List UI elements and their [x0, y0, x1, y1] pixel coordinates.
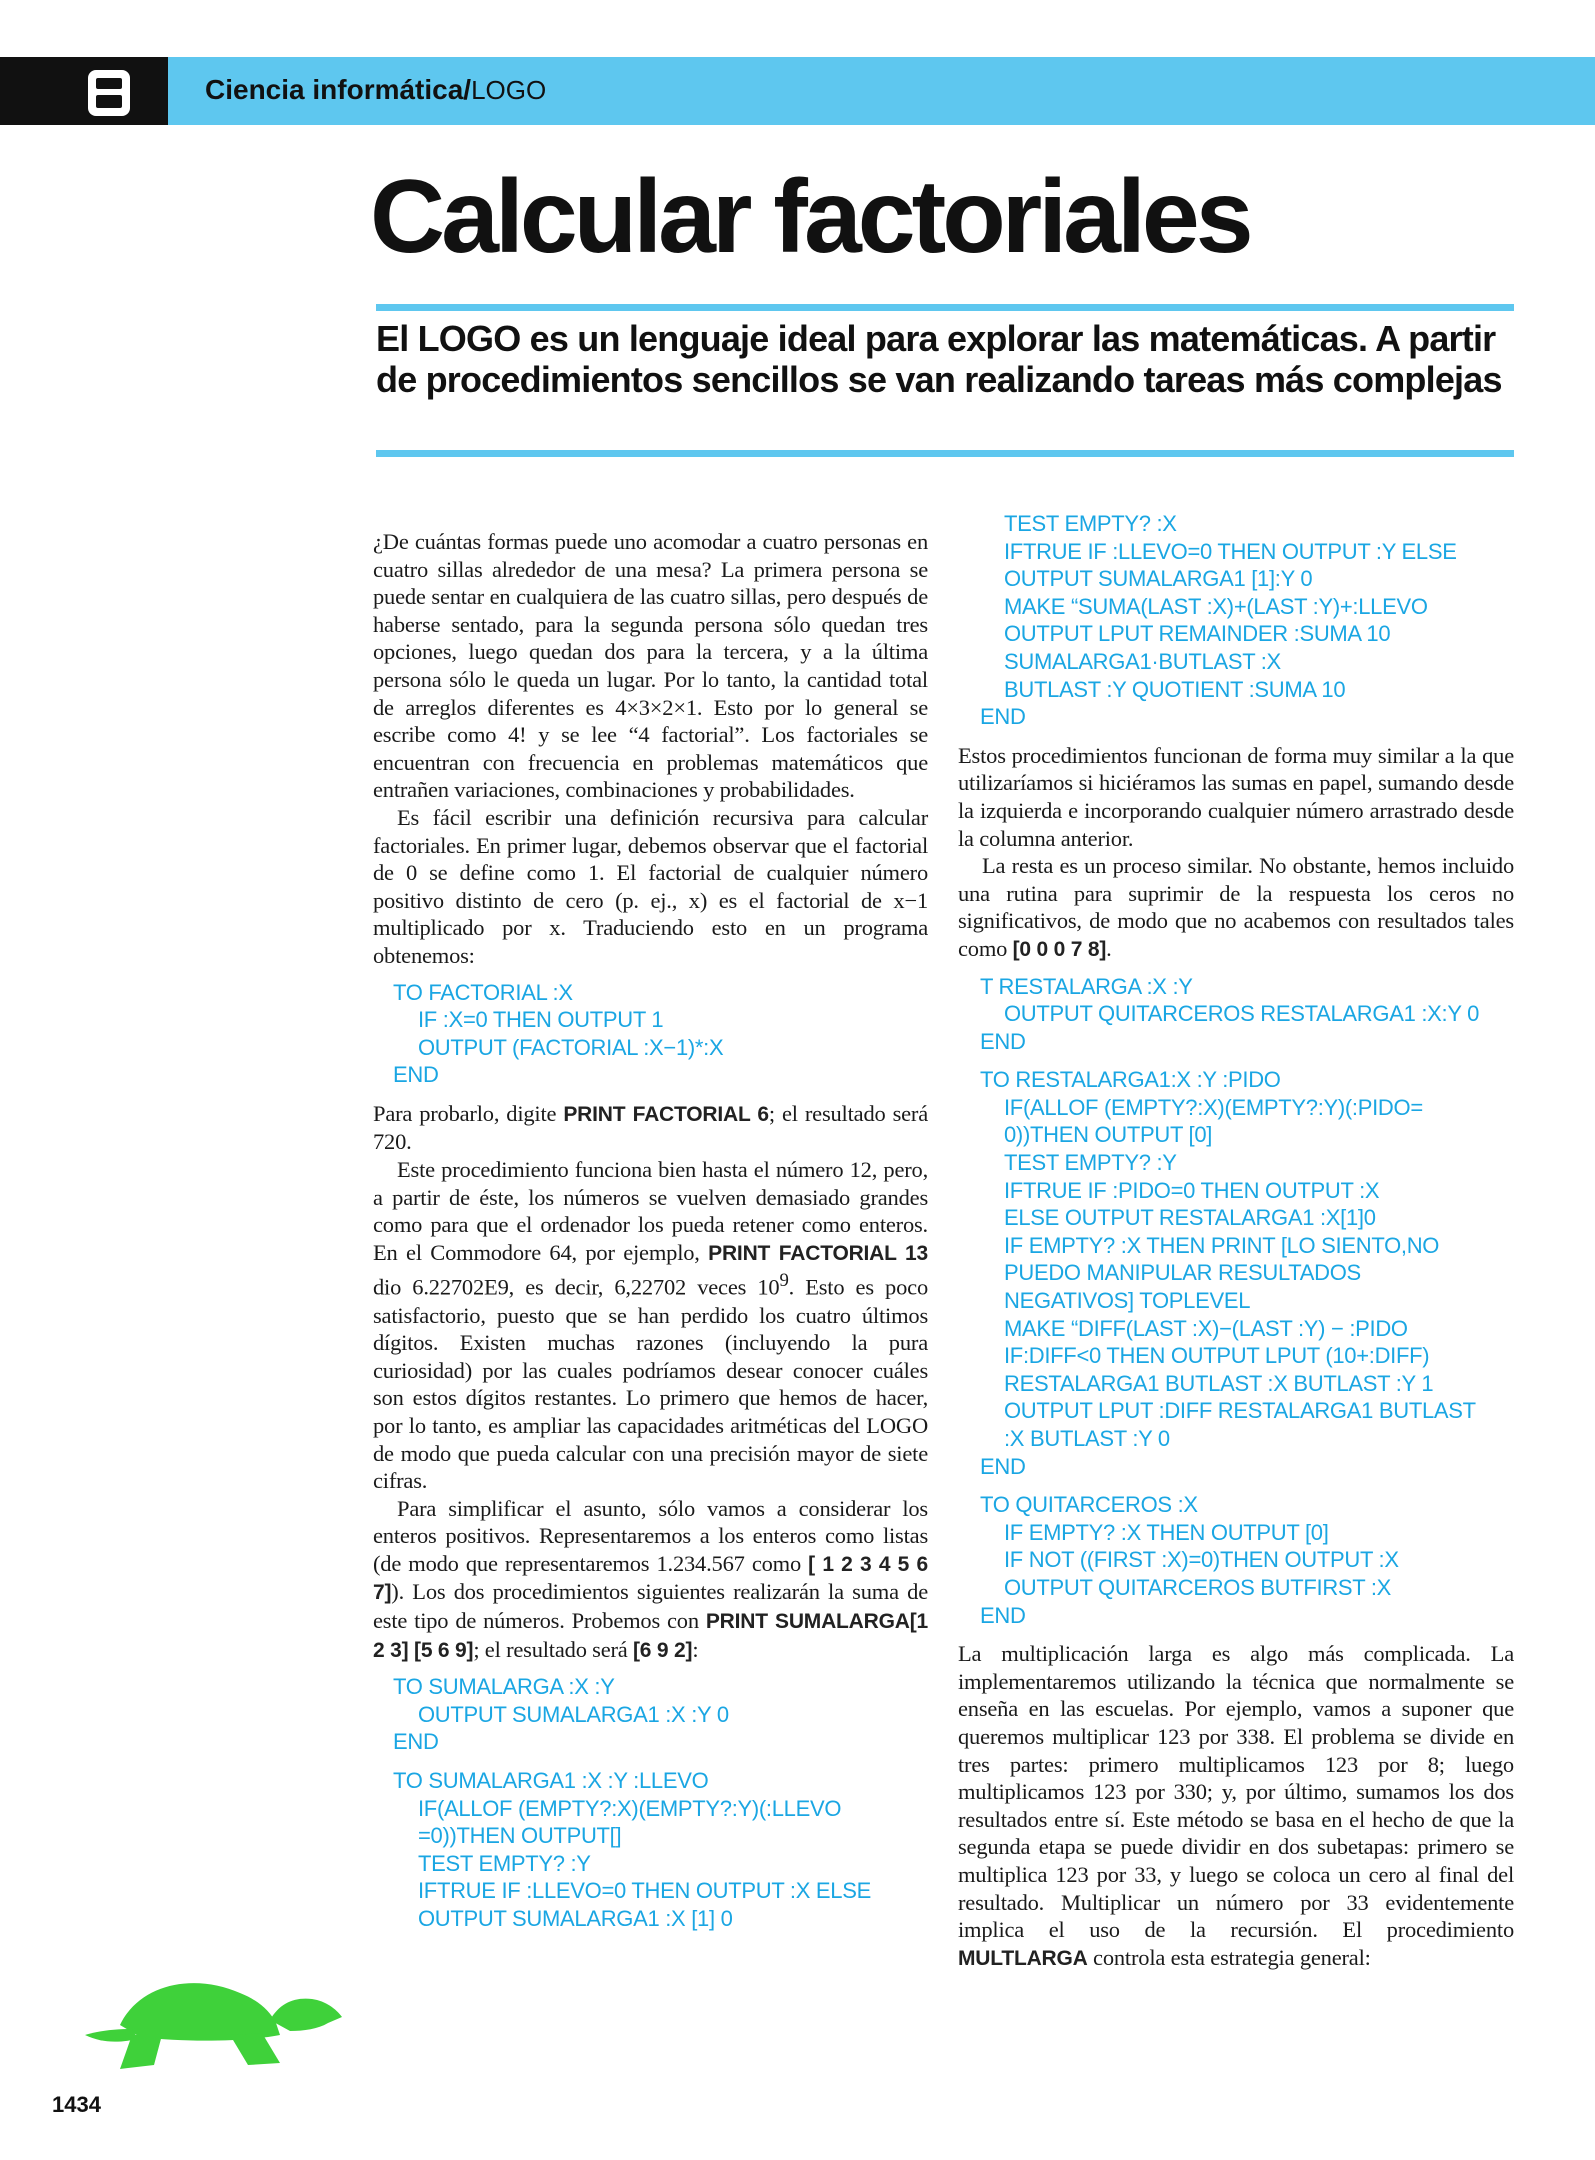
paragraph-method: Estos procedimientos funcionan de forma muy similar a la que utilizaríamos si hiciéramos las sumas en papel, sumando desde la izquierda e incorporando cualquier número arrastrado desde la columna anterior. [958, 742, 1514, 851]
code-line: :X BUTLAST :Y 0 [1004, 1426, 1170, 1451]
code-line: TO SUMALARGA1 :X :Y :LLEVO [393, 1768, 709, 1794]
paragraph-subtraction: La resta es un proceso similar. No obstante, hemos incluido una rutina para suprimir de la respuesta los ceros no significativos, de modo que no acabemos con resultados tales como [0 0 0 7 8]. [958, 853, 1514, 961]
code-line: END [980, 1453, 1026, 1479]
right-column [958, 510, 1514, 1972]
code-line: OUTPUT SUMALARGA1 :X :Y 0 [418, 1701, 729, 1727]
code-line: BUTLAST :Y QUOTIENT :SUMA 10 [1004, 676, 1346, 702]
code-line: TO FACTORIAL :X [393, 979, 573, 1005]
code-quitarceros [958, 1491, 1514, 1629]
code-sumalarga [373, 1673, 928, 1756]
computer-icon [88, 70, 130, 116]
code-line: IFTRUE IF :LLEVO=0 THEN OUTPUT :Y ELSE [1004, 538, 1457, 564]
code-line: TO SUMALARGA :X :Y [393, 1674, 615, 1700]
code-line: TO RESTALARGA1:X :Y :PIDO [980, 1067, 1281, 1093]
code-line: END [980, 1602, 1026, 1628]
code-factorial [373, 979, 928, 1089]
code-line: TEST EMPTY? :X [1004, 511, 1177, 536]
code-line: T RESTALARGA :X :Y [980, 973, 1193, 999]
paragraph-test: Para probarlo, digite PRINT FACTORIAL 6; el resultado será 720. [373, 1100, 928, 1155]
code-line: IF(ALLOF (EMPTY?:X)(EMPTY?:Y)(:LLEVO [418, 1795, 842, 1821]
code-line: PUEDO MANIPULAR RESULTADOS [1004, 1260, 1361, 1286]
code-line: IF:DIFF<0 THEN OUTPUT LPUT (10+:DIFF) [1004, 1343, 1430, 1369]
page-title: Calcular factoriales [370, 159, 1250, 275]
code-line: RESTALARGA1 BUTLAST :X BUTLAST :Y 1 [1004, 1370, 1434, 1396]
section-name: Ciencia informática/ [205, 74, 472, 105]
paragraph-recursion: Es fácil escribir una definición recursiva para calcular factoriales. En primer lugar, debemos observar que el factorial de 0 se define como 1. El factorial de cualquier número positivo distinto de cero (p. ej., x) es el factorial de x−1 multiplicado por x. Traduciendo esto en un programa obtenemos: [373, 804, 928, 968]
code-line: OUTPUT SUMALARGA1 [1]:Y 0 [1004, 566, 1313, 592]
code-line: END [393, 1729, 439, 1755]
code-sumalarga1-cont [958, 510, 1514, 731]
code-line: IFTRUE IF :LLEVO=0 THEN OUTPUT :X ELSE [418, 1878, 871, 1904]
code-line: IF EMPTY? :X THEN PRINT [LO SIENTO,NO [1004, 1232, 1440, 1258]
code-line: TO QUITARCEROS :X [980, 1492, 1198, 1518]
page-number: 1434 [52, 2092, 101, 2117]
code-line: IF EMPTY? :X THEN OUTPUT [0] [1004, 1519, 1329, 1545]
code-sumalarga1 [373, 1767, 928, 1933]
code-line: ELSE OUTPUT RESTALARGA1 :X[1]0 [1004, 1205, 1376, 1231]
title-rule [376, 304, 1514, 311]
code-line: OUTPUT (FACTORIAL :X−1)*:X [418, 1034, 724, 1060]
code-line: OUTPUT LPUT :DIFF RESTALARGA1 BUTLAST [1004, 1398, 1476, 1424]
code-line: =0))THEN OUTPUT[] [418, 1823, 622, 1849]
lead-rule [376, 450, 1514, 457]
code-line: END [980, 1028, 1026, 1054]
left-column [373, 528, 928, 1944]
code-line: IFTRUE IF :PIDO=0 THEN OUTPUT :X [1004, 1177, 1380, 1203]
code-restalarga [958, 973, 1514, 1056]
turtle-illustration [80, 1965, 350, 2070]
code-line: MAKE “DIFF(LAST :X)−(LAST :Y) − :PIDO [1004, 1315, 1408, 1341]
paragraph-limits: Este procedimiento funciona bien hasta el número 12, pero, a partir de éste, los números se vuelven demasiado grandes como para que el ordenador los pueda retener como enteros. En el Commodore 64, por ejemplo, PRINT FACTORIAL 13 dio 6.22702E9, es decir, 6,22702 veces $10^9$. Esto es poco satisfactorio, puesto que se han perdido los cuatro últimos dígitos. Existen muchas razones (incluyendo la pura curiosidad) por las cuales podríamos desear conocer cuáles son estos dígitos restantes. Lo primero que hemos de hacer, por lo tanto, es ampliar las capacidades aritméticas del LOGO de modo que pueda calcular con una precisión mayor de siete cifras. [373, 1157, 928, 1494]
section-header [205, 74, 546, 106]
code-line: OUTPUT QUITARCEROS BUTFIRST :X [1004, 1574, 1392, 1600]
code-line: IF(ALLOF (EMPTY?:X)(EMPTY?:Y)(:PIDO= [1004, 1094, 1423, 1120]
code-line: OUTPUT SUMALARGA1 :X [1] 0 [418, 1906, 733, 1931]
code-line: SUMALARGA1·BUTLAST :X [1004, 648, 1281, 674]
code-line: END [393, 1062, 439, 1088]
code-line: END [980, 704, 1026, 730]
code-line: TEST EMPTY? :Y [1004, 1150, 1177, 1176]
code-line: TEST EMPTY? :Y [418, 1850, 591, 1876]
lead-paragraph: El LOGO es un lenguaje ideal para explorar las matemáticas. A partir de procedimientos sencillos se van realizando tareas más complejas [376, 318, 1502, 400]
code-line: IF :X=0 THEN OUTPUT 1 [418, 1007, 664, 1033]
code-restalarga1 [958, 1066, 1514, 1480]
code-line: IF NOT ((FIRST :X)=0)THEN OUTPUT :X [1004, 1547, 1399, 1573]
code-line: OUTPUT LPUT REMAINDER :SUMA 10 [1004, 621, 1391, 647]
code-line: OUTPUT QUITARCEROS RESTALARGA1 :X:Y 0 [1004, 1001, 1480, 1027]
code-line: NEGATIVOS] TOPLEVEL [1004, 1288, 1251, 1314]
paragraph-intro: ¿De cuántas formas puede uno acomodar a cuatro personas en cuatro sillas alrededor de una mesa? La primera persona se puede sentar en cualquiera de las cuatro sillas, pero después de haberse sentado, para la segunda persona sólo quedan tres opciones, luego quedan dos para la tercera, y a la última persona sólo le queda un lugar. Por lo tanto, la cantidad total de arreglos diferentes es 4×3×2×1. Esto por lo general se escribe como 4! y se lee “4 factorial”. Los factoriales se encuentran con frecuencia en problemas matemáticos que entrañen variaciones, combinaciones y probabilidades. [373, 529, 928, 803]
code-line: 0))THEN OUTPUT [0] [1004, 1122, 1213, 1148]
paragraph-multiplication: La multiplicación larga es algo más complicada. La implementaremos utilizando la técnica que normalmente se enseña en las escuelas. Por ejemplo, vamos a suponer que queremos multiplicar 123 por 338. El problema se divide en tres partes: primero multiplicamos 123 por 8; luego multiplicamos 123 por 330; y, por último, sumamos los dos resultados entre sí. Este método se basa en el hecho de que la segunda etapa se puede dividir en dos subetapas: primero se multiplica 123 por 33, y luego se coloca un cero al final del resultado. Multiplicar un número por 33 evidentemente implica el uso de la recursión. El procedimiento MULTLARGA controla esta estrategia general: [958, 1641, 1514, 1970]
paragraph-lists: Para simplificar el asunto, sólo vamos a considerar los enteros positivos. Representaremos a los enteros como listas (de modo que representaremos 1.234.567 como [ 1 2 3 4 5 6 7]). Los dos procedimientos siguientes realizarán la suma de este tipo de números. Probemos con PRINT SUMALARGA[1 2 3] [5 6 9]; el resultado será [6 9 2]: [373, 1495, 928, 1662]
section-language: LOGO [471, 75, 547, 105]
code-line: MAKE “SUMA(LAST :X)+(LAST :Y)+:LLEVO [1004, 593, 1428, 619]
header-black-bar [0, 57, 168, 125]
